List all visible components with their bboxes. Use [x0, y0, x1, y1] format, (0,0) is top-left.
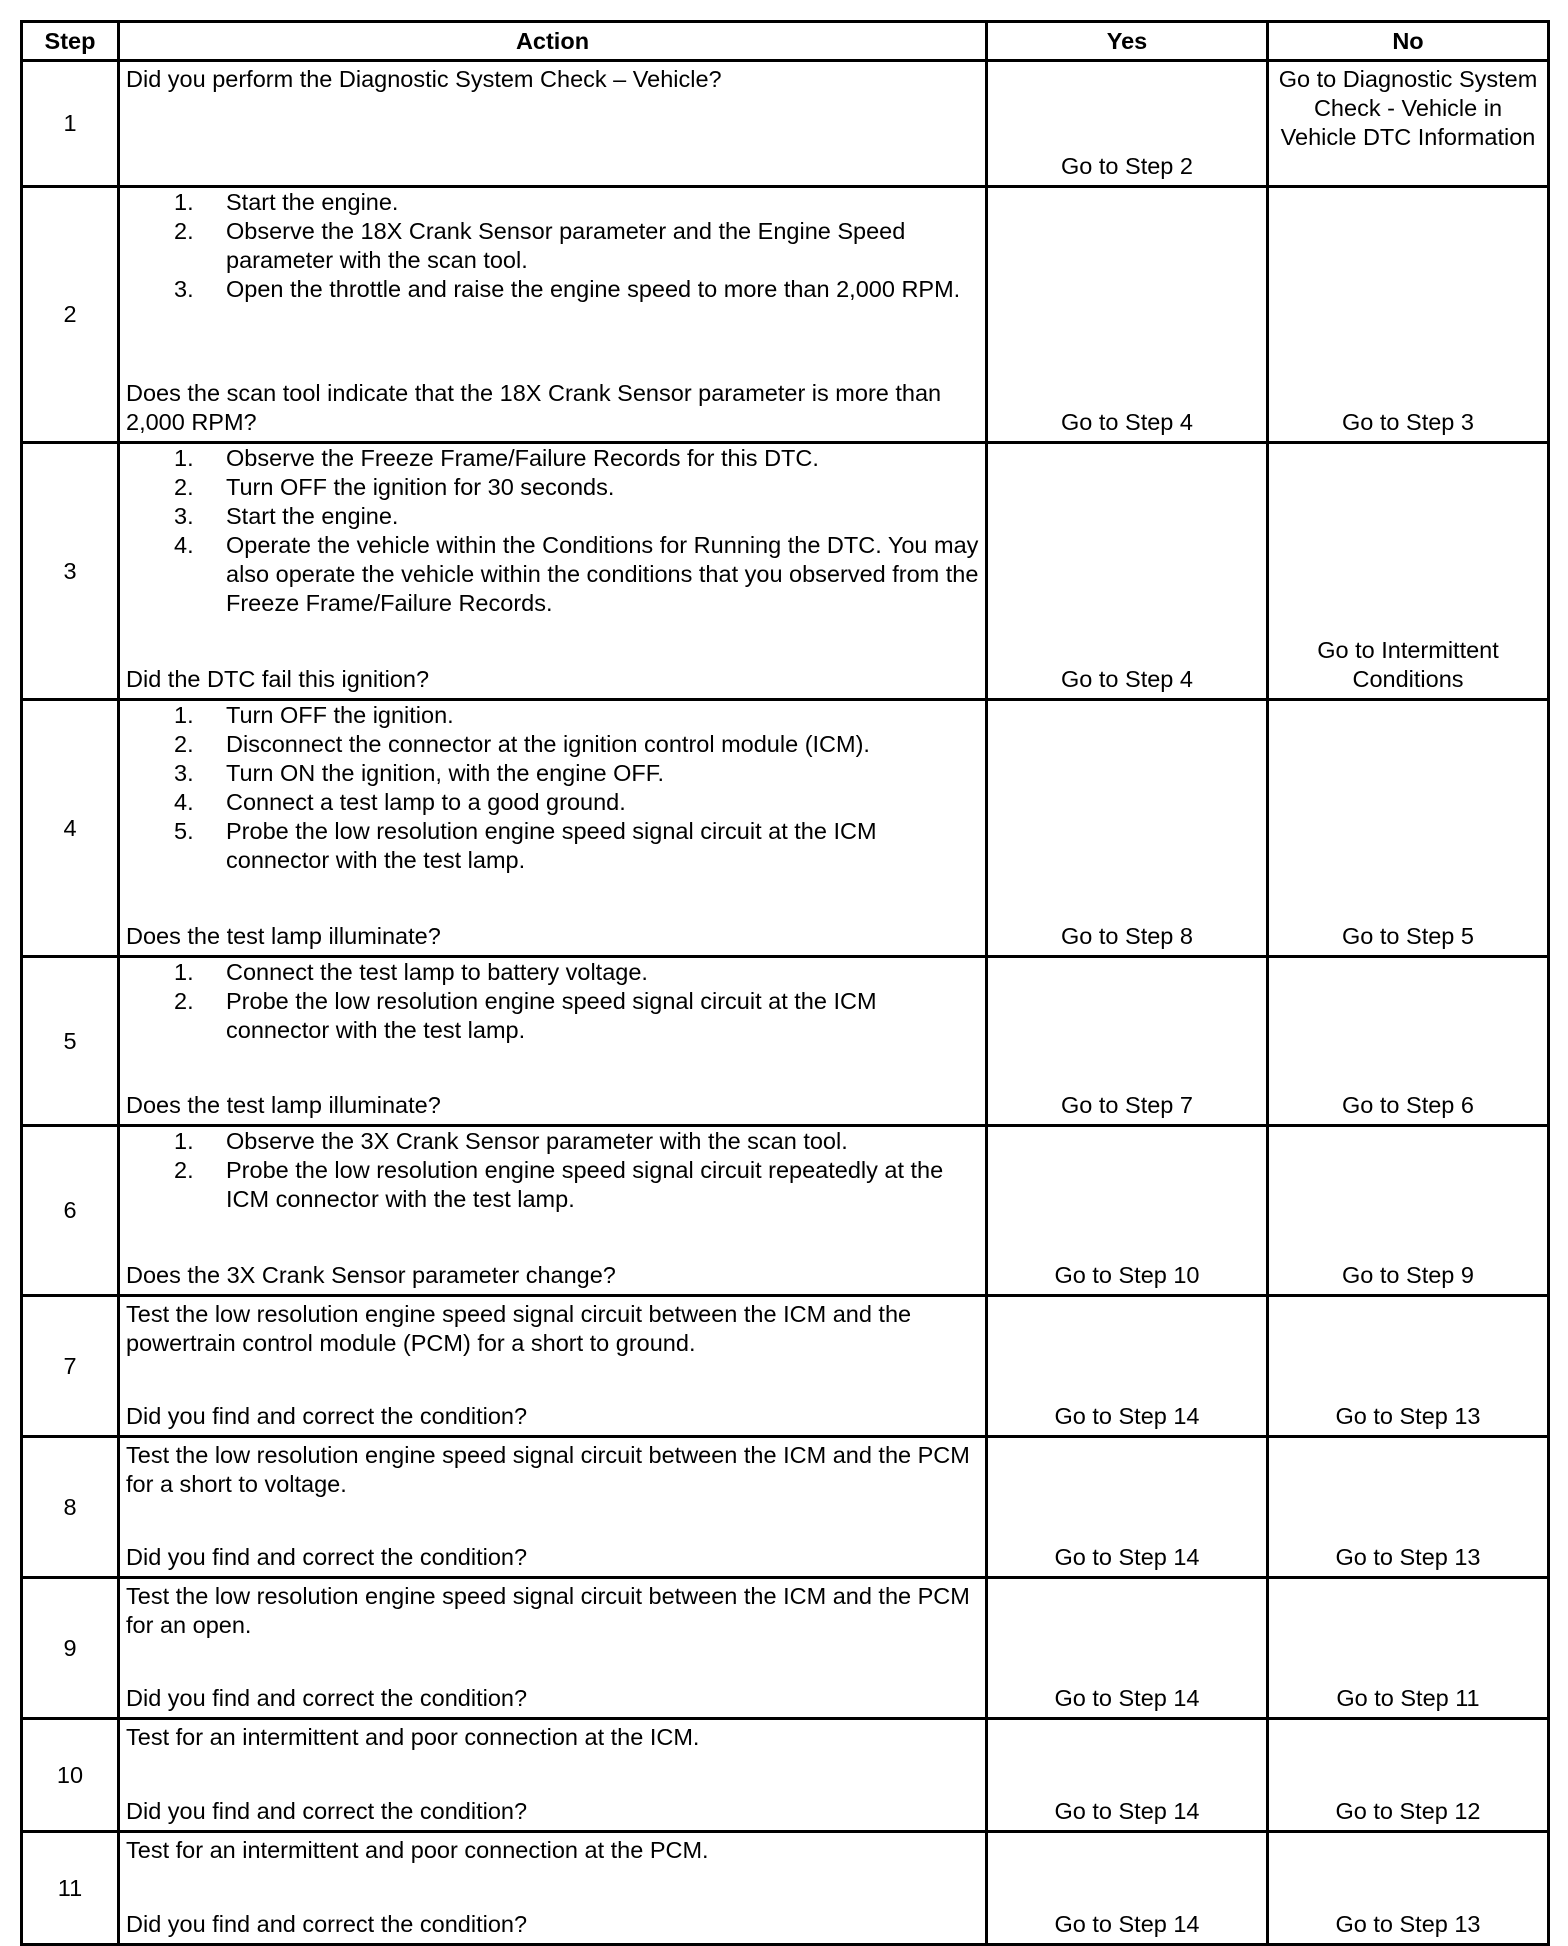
- yes-cell: Go to Step 14: [987, 1296, 1268, 1437]
- step-number: 4: [22, 700, 119, 957]
- yes-cell: Go to Step 14: [987, 1437, 1268, 1578]
- step-number: 2: [22, 187, 119, 443]
- action-intro: Test for an intermittent and poor connection at the ICM.: [126, 1724, 700, 1750]
- step-number: 7: [22, 1296, 119, 1437]
- list-item: 1. Start the engine.: [174, 189, 399, 215]
- list-item: 3. Start the engine.: [174, 503, 399, 529]
- step-number: 5: [22, 957, 119, 1126]
- action-question: Did you find and correct the condition?: [126, 1798, 528, 1824]
- list-item: 5. Probe the low resolution engine speed signal circuit at the ICM connector with the test lamp.: [174, 818, 877, 873]
- no-cell: Go to Step 13: [1268, 1437, 1549, 1578]
- action-cell: [119, 61, 987, 187]
- yes-cell: Go to Step 10: [987, 1126, 1268, 1296]
- no-cell: Go to Diagnostic System Check - Vehicle in Vehicle DTC Information: [1268, 61, 1549, 187]
- action-steps: [126, 188, 981, 304]
- no-cell: Go to Step 6: [1268, 957, 1549, 1126]
- action-question: Did you find and correct the condition?: [126, 1911, 528, 1937]
- list-item: 2. Turn OFF the ignition for 30 seconds.: [174, 474, 615, 500]
- table-row: [22, 957, 1549, 1126]
- action-intro: Test the low resolution engine speed signal circuit between the ICM and the PCM for an open.: [126, 1583, 970, 1638]
- list-item: 2. Observe the 18X Crank Sensor parameter and the Engine Speed parameter with the scan tool.: [174, 218, 906, 273]
- yes-cell: Go to Step 14: [987, 1578, 1268, 1719]
- list-item: 2. Disconnect the connector at the ignition control module (ICM).: [174, 731, 870, 757]
- yes-cell: Go to Step 8: [987, 700, 1268, 957]
- action-cell: [119, 1719, 987, 1832]
- list-item: 4. Connect a test lamp to a good ground.: [174, 789, 626, 815]
- no-cell: Go to Step 5: [1268, 700, 1549, 957]
- list-item: 2. Probe the low resolution engine speed signal circuit at the ICM connector with the test lamp.: [174, 988, 877, 1043]
- action-cell: [119, 1832, 987, 1945]
- list-item: 1. Turn OFF the ignition.: [174, 702, 454, 728]
- action-cell: [119, 443, 987, 700]
- header-action: Action: [119, 22, 987, 61]
- no-cell: Go to Step 9: [1268, 1126, 1549, 1296]
- action-question: Did you find and correct the condition?: [126, 1544, 528, 1570]
- yes-cell: Go to Step 7: [987, 957, 1268, 1126]
- action-cell: [119, 700, 987, 957]
- list-item: 1. Observe the Freeze Frame/Failure Records for this DTC.: [174, 445, 819, 471]
- action-steps: [126, 701, 981, 875]
- action-steps: [126, 1127, 981, 1214]
- header-no: No: [1268, 22, 1549, 61]
- action-intro: Test for an intermittent and poor connection at the PCM.: [126, 1837, 709, 1863]
- table-row: [22, 187, 1549, 443]
- no-cell: Go to Intermittent Conditions: [1268, 443, 1549, 700]
- no-cell: Go to Step 11: [1268, 1578, 1549, 1719]
- step-number: 10: [22, 1719, 119, 1832]
- yes-cell: Go to Step 2: [987, 61, 1268, 187]
- action-question: Does the test lamp illuminate?: [126, 1092, 441, 1118]
- action-question: Does the scan tool indicate that the 18X Crank Sensor parameter is more than 2,000 RPM?: [126, 380, 942, 435]
- diagnostic-table: [20, 20, 1550, 1946]
- list-item: 1. Observe the 3X Crank Sensor parameter with the scan tool.: [174, 1128, 848, 1154]
- list-item: 3. Turn ON the ignition, with the engine OFF.: [174, 760, 665, 786]
- no-cell: Go to Step 13: [1268, 1296, 1549, 1437]
- action-cell: [119, 1578, 987, 1719]
- list-item: 1. Connect the test lamp to battery voltage.: [174, 959, 648, 985]
- table-row: [22, 1719, 1549, 1832]
- action-steps: [126, 958, 981, 1045]
- action-cell: [119, 187, 987, 443]
- action-question: Does the test lamp illuminate?: [126, 923, 441, 949]
- action-question: Did you find and correct the condition?: [126, 1685, 528, 1711]
- yes-cell: Go to Step 14: [987, 1719, 1268, 1832]
- action-steps: [126, 444, 981, 618]
- list-item: 2. Probe the low resolution engine speed signal circuit repeatedly at the ICM connector with the test lamp.: [174, 1157, 944, 1212]
- step-number: 8: [22, 1437, 119, 1578]
- step-number: 1: [22, 61, 119, 187]
- yes-cell: Go to Step 4: [987, 443, 1268, 700]
- action-cell: [119, 1296, 987, 1437]
- table-row: [22, 1578, 1549, 1719]
- table-row: [22, 1832, 1549, 1945]
- step-number: 9: [22, 1578, 119, 1719]
- action-intro: Test the low resolution engine speed signal circuit between the ICM and the PCM for a short to voltage.: [126, 1442, 970, 1497]
- no-cell: Go to Step 13: [1268, 1832, 1549, 1945]
- header-row: [22, 22, 1549, 61]
- step-number: 3: [22, 443, 119, 700]
- list-item: 4. Operate the vehicle within the Conditions for Running the DTC. You may also operate the vehicle within the conditions that you observed from the Freeze Frame/Failure Records.: [174, 532, 979, 616]
- table-row: [22, 61, 1549, 187]
- table-row: [22, 700, 1549, 957]
- action-cell: [119, 1437, 987, 1578]
- action-cell: [119, 957, 987, 1126]
- action-question: Did you find and correct the condition?: [126, 1403, 528, 1429]
- table-body: [22, 61, 1549, 1945]
- yes-cell: Go to Step 4: [987, 187, 1268, 443]
- action-question: Does the 3X Crank Sensor parameter change?: [126, 1262, 616, 1288]
- table-row: [22, 1126, 1549, 1296]
- no-cell: Go to Step 12: [1268, 1719, 1549, 1832]
- step-number: 11: [22, 1832, 119, 1945]
- action-cell: [119, 1126, 987, 1296]
- action-intro: Did you perform the Diagnostic System Check – Vehicle?: [126, 66, 722, 92]
- yes-cell: Go to Step 14: [987, 1832, 1268, 1945]
- action-question: Did the DTC fail this ignition?: [126, 666, 430, 692]
- action-intro: Test the low resolution engine speed signal circuit between the ICM and the powertrain control module (PCM) for a short to ground.: [126, 1301, 912, 1356]
- header-yes: Yes: [987, 22, 1268, 61]
- no-cell: Go to Step 3: [1268, 187, 1549, 443]
- table-row: [22, 443, 1549, 700]
- table-row: [22, 1296, 1549, 1437]
- table-row: [22, 1437, 1549, 1578]
- header-step: Step: [22, 22, 119, 61]
- step-number: 6: [22, 1126, 119, 1296]
- list-item: 3. Open the throttle and raise the engine speed to more than 2,000 RPM.: [174, 276, 961, 302]
